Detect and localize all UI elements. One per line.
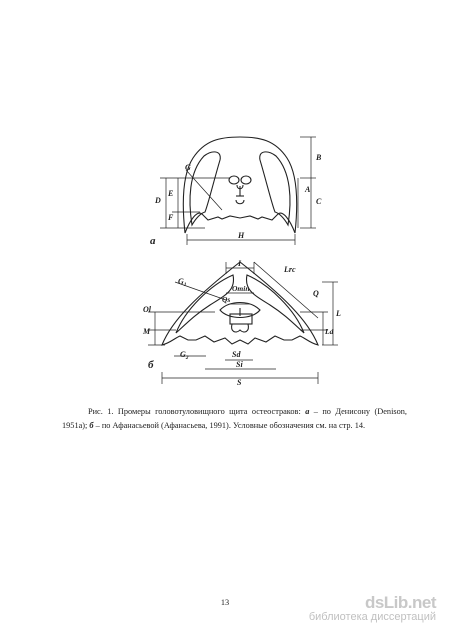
label-Qs: Qs <box>222 295 231 304</box>
caption-b-letter: б <box>89 421 94 430</box>
caption-a-text: – по Денисону (Denison, 1951а); <box>62 407 407 430</box>
label-D: D <box>155 196 161 205</box>
label-G1: $G_1$ <box>178 277 187 288</box>
label-Ol: Ol <box>143 305 151 314</box>
label-Sd: Sd <box>232 350 241 359</box>
label-G2: $G_2$ <box>180 350 189 361</box>
label-H: H <box>238 231 245 240</box>
label-F: F <box>168 213 174 222</box>
label-Si: Si <box>236 360 243 369</box>
figure-caption <box>62 405 407 433</box>
pineal-structure-a <box>229 176 251 196</box>
panel-label-a: a <box>150 235 156 247</box>
label-L: L <box>336 309 341 318</box>
shield-a-outline <box>183 137 296 233</box>
caption-b-text: – по Афанасьевой (Афанасьева, 1991). Условные обозначения см. на стр. 14. <box>93 421 366 430</box>
label-Omin: Omin <box>232 284 250 293</box>
watermark-brand: dsLib.net <box>364 593 436 612</box>
watermark-tagline: библиотека диссертаций <box>308 611 436 623</box>
caption-a-letter: а <box>305 407 310 416</box>
measurement-lines-b <box>148 262 338 384</box>
label-G-a: G <box>185 163 191 172</box>
watermark <box>286 593 436 623</box>
label-I: I <box>238 259 242 268</box>
page-number: 13 <box>220 598 230 607</box>
label-S: S <box>237 378 242 387</box>
panel-label-b: б <box>148 359 154 371</box>
label-M: M <box>143 327 151 336</box>
caption-prefix: Рис. 1. Промеры головотуловищного щита остеостраков: <box>88 407 306 416</box>
label-Lrc: Lrc <box>284 265 296 274</box>
label-B: B <box>316 153 322 162</box>
label-Ld: Ld <box>325 327 334 336</box>
shield-b-outline <box>162 262 318 345</box>
label-Q: Q <box>313 289 319 298</box>
label-C: C <box>316 197 322 206</box>
label-E: E <box>168 189 174 198</box>
label-A: A <box>305 185 311 194</box>
